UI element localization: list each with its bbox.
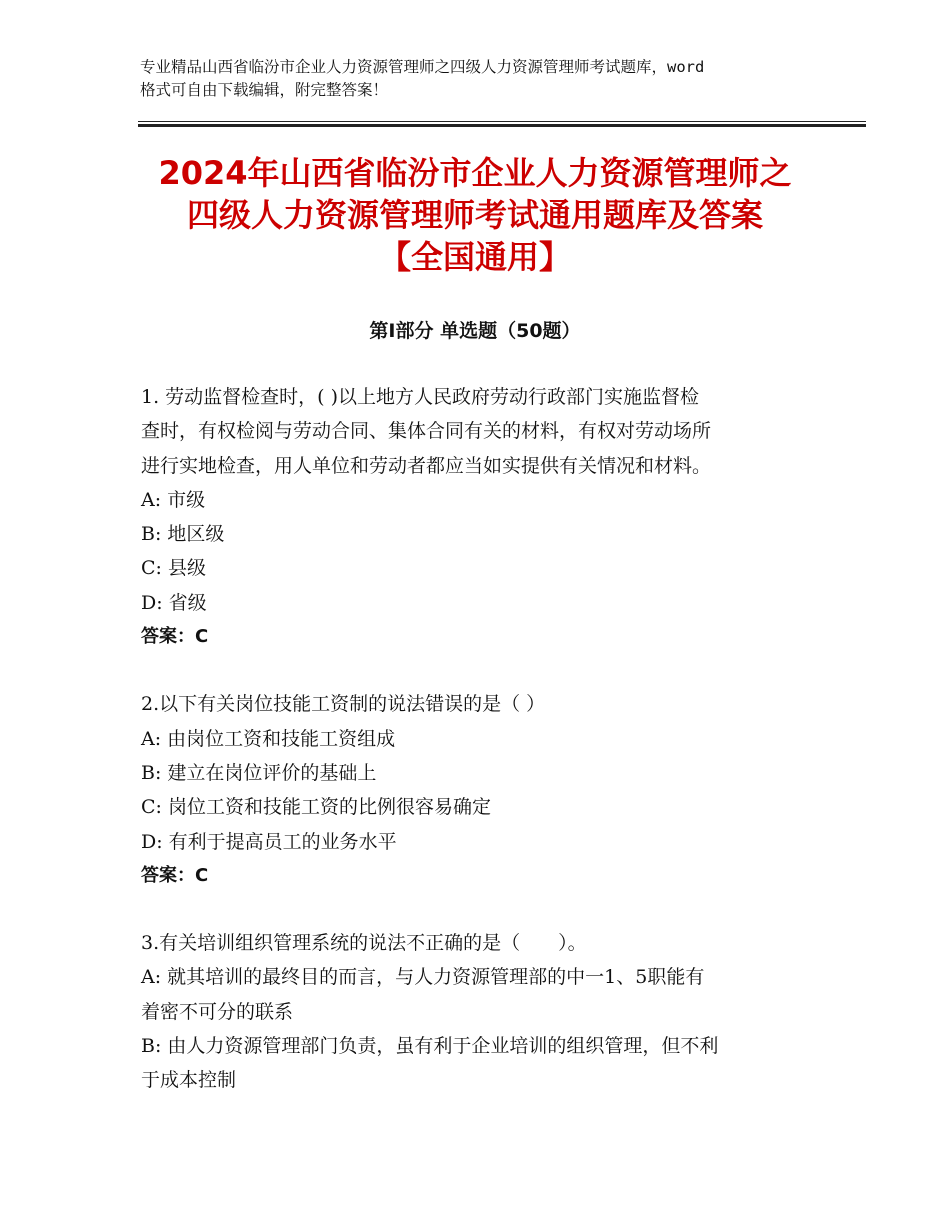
header-note-line: 专业精品山西省临汾市企业人力资源管理师之四级人力资源管理师考试题库，word	[140, 58, 705, 76]
title-line: 【全国通用】	[378, 238, 571, 276]
option-a: A: 市级	[141, 488, 206, 511]
question-stem-line: 查时，有权检阅与劳动合同、集体合同有关的材料，有权对劳动场所	[141, 420, 712, 443]
title-line: 2024年山西省临汾市企业人力资源管理师之	[158, 154, 792, 192]
answer-label: 答案：C	[141, 864, 209, 886]
header-note	[140, 56, 830, 102]
option-b-line: 于成本控制	[141, 1069, 237, 1092]
question-stem-line: 2.以下有关岗位技能工资制的说法错误的是（ ）	[141, 693, 546, 716]
option-a-line: A: 就其培训的最终目的而言，与人力资源管理部的中一1、5职能有	[141, 966, 705, 989]
question-stem-line: 进行实地检查，用人单位和劳动者都应当如实提供有关情况和材料。	[141, 454, 712, 477]
option-c: C: 岗位工资和技能工资的比例很容易确定	[141, 796, 491, 819]
option-b: B: 地区级	[141, 523, 225, 546]
option-d: D: 省级	[141, 591, 207, 614]
question-2	[141, 687, 831, 893]
option-b-line: B: 由人力资源管理部门负责，虽有利于企业培训的组织管理，但不利	[141, 1035, 719, 1058]
question-stem-line: 3.有关培训组织管理系统的说法不正确的是（ ）。	[141, 932, 587, 955]
header-rule-thick	[138, 124, 866, 127]
document-title	[100, 152, 850, 278]
header-rule-thin	[138, 121, 866, 122]
option-c: C: 县级	[141, 557, 206, 580]
option-d: D: 有利于提高员工的业务水平	[141, 830, 397, 853]
option-a-line: 着密不可分的联系	[141, 1000, 294, 1023]
option-b: B: 建立在岗位评价的基础上	[141, 761, 377, 784]
header-note-line: 格式可自由下载编辑，附完整答案！	[140, 81, 389, 99]
section-title: 第Ⅰ部分 单选题（50题）	[369, 320, 581, 342]
question-stem-line: 1. 劳动监督检查时，( )以上地方人民政府劳动行政部门实施监督检	[141, 386, 700, 408]
spacer	[141, 654, 831, 687]
question-list	[141, 380, 831, 1098]
title-line: 四级人力资源管理师考试通用题库及答案	[186, 196, 763, 234]
answer-label: 答案：C	[141, 626, 209, 648]
question-1	[141, 380, 831, 654]
question-3	[141, 926, 831, 1097]
option-a: A: 由岗位工资和技能工资组成	[141, 727, 396, 750]
spacer	[141, 893, 831, 926]
